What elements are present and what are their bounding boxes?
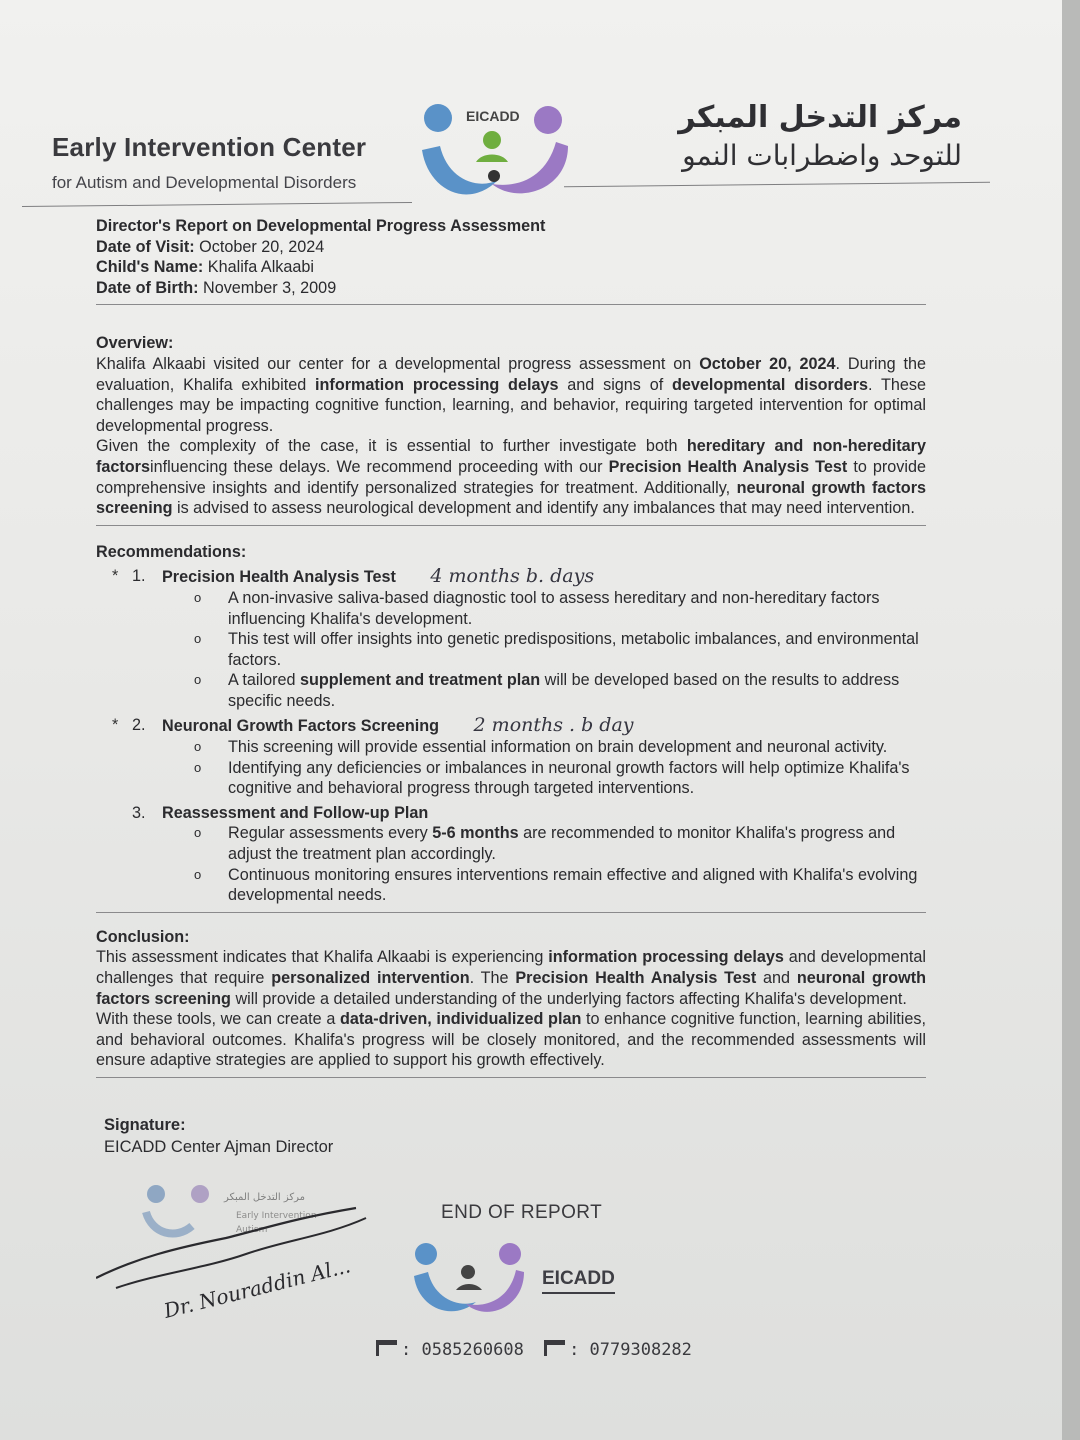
conclusion-text: . The (469, 969, 516, 987)
recommendations-heading: Recommendations: (96, 542, 247, 561)
bullet-text: are recommended to monitor Khalifa's progress and adjust the treatment plan accordingly. (228, 824, 896, 864)
recommendation-item (96, 566, 926, 711)
visit-label: Date of Visit: (96, 237, 195, 256)
handwritten-note: 2 months . b day (473, 714, 634, 737)
phone-icon (544, 1340, 565, 1356)
bullet-text: Identifying any deficiencies or imbalances in neuronal growth factors will help optimize Khalifa's cognitive and behavioral progress through targeted interventions. (228, 758, 910, 798)
overview-text: . During the evaluation, Khalifa exhibited (96, 354, 926, 394)
bullet-bold: 5-6 months (432, 824, 519, 843)
conclusion-bold: neuronal growth factors screening (96, 969, 926, 1008)
child-name: Khalifa Alkaabi (207, 258, 314, 277)
page-edge-shadow (1062, 0, 1080, 1440)
overview-text: . These challenges may be impacting cognitive function, learning, and behavior, requiring targeted intervention for optimal developmental progress. (96, 375, 926, 435)
dob-label: Date of Birth: (96, 278, 199, 297)
overview-text: Khalifa Alkaabi visited our center for a developmental progress assessment on (96, 354, 700, 373)
handwritten-asterisk: * (112, 567, 119, 586)
bullet-text: Continuous monitoring ensures interventions remain effective and aligned with Khalifa's evolving developmental needs. (228, 865, 918, 905)
header-arabic (678, 100, 962, 172)
report-title: Director's Report on Developmental Progress Assessment (96, 217, 546, 235)
logo-brand-text: EICADD (542, 1268, 615, 1294)
report-meta (96, 216, 926, 298)
overview-text: is advised to assess neurological development and identify any imbalances that may need intervention. (172, 499, 915, 518)
contact-phones (376, 1340, 702, 1360)
conclusion-text: and (756, 969, 797, 987)
conclusion-bold: data-driven, individualized plan (339, 1010, 582, 1029)
handwritten-signature-stamp (96, 1178, 386, 1328)
handwritten-asterisk: * (112, 716, 119, 735)
phone-number-2: : 0779308282 (569, 1340, 692, 1360)
bullet-text: will be developed based on the results to address specific needs. (228, 671, 900, 710)
header-english (52, 132, 366, 193)
conclusion-text: With these tools, we can create a (96, 1010, 340, 1029)
overview-text: to provide comprehensive insights and identify personalized strategies for treatment. Additionally, (96, 457, 926, 497)
conclusion-text: will provide a detailed understanding of the underlying factors affecting Khalifa's development. (230, 989, 907, 1008)
conclusion-paragraph-2 (96, 1009, 926, 1071)
overview-bold: developmental disorders (672, 375, 868, 394)
org-name-ar-line1: مركز التدخل المبكر (678, 100, 962, 135)
conclusion-bold: information processing delays (548, 948, 784, 967)
overview-text: influencing these delays. We recommend proceeding with our (149, 457, 609, 476)
eicadd-logo-top (418, 100, 578, 210)
recommendation-title: Neuronal Growth Factors Screening (162, 717, 440, 736)
recommendation-number: 3. (132, 803, 146, 822)
recommendation-title: Precision Health Analysis Test (162, 568, 396, 587)
bullet-text: Regular assessments every (228, 824, 433, 843)
recommendation-number: 2. (132, 716, 146, 735)
bullet-item: o Continuous monitoring ensures interventions remain effective and aligned with Khalifa's evolving developmental needs. (194, 865, 918, 905)
conclusion-text: and developmental challenges that require (96, 948, 927, 987)
eicadd-logo-icon (412, 1236, 542, 1326)
report-body (96, 216, 926, 1084)
bullet-item: o This screening will provide essential information on brain development and neuronal activity. (194, 738, 888, 757)
end-of-report-label: END OF REPORT (441, 1202, 603, 1223)
svg-text:مركز التدخل المبكر: مركز التدخل المبكر (224, 1192, 306, 1203)
recommendation-bullets (162, 588, 926, 712)
bullet-bold: supplement and treatment plan (300, 671, 541, 690)
bullet-item: o A non-invasive saliva-based diagnostic tool to assess hereditary and non-hereditary factors influencing Khalifa's development. (194, 588, 880, 628)
overview-text: and signs of (558, 375, 673, 394)
recommendation-title: Reassessment and Follow-up Plan (162, 803, 429, 822)
dob-value: November 3, 2009 (203, 278, 337, 297)
divider (96, 525, 926, 526)
bullet-text: This test will offer insights into genetic predispositions, metabolic imbalances, and environmental factors. (228, 630, 919, 669)
org-name-ar-line2: للتوحد واضطرابات النمو (682, 139, 962, 172)
child-label: Child's Name: (96, 258, 204, 277)
overview-bold: Precision Health Analysis Test (608, 457, 848, 476)
recommendation-item (96, 803, 926, 906)
conclusion-text: This assessment indicates that Khalifa Alkaabi is experiencing (96, 948, 549, 967)
signature-handwriting: Dr. Nouraddin Al... (161, 1253, 353, 1323)
eicadd-logo-bottom (412, 1236, 642, 1326)
handwritten-note: 4 months b. days (430, 565, 595, 588)
overview-text: Given the complexity of the case, it is essential to further investigate both (96, 437, 687, 456)
overview-bold: neuronal growth factors screening (96, 478, 926, 518)
phone-icon (376, 1340, 397, 1356)
divider (96, 912, 926, 913)
divider (96, 304, 926, 305)
overview-bold: information processing delays (315, 375, 559, 394)
divider (96, 1077, 926, 1078)
conclusion-paragraph-1 (96, 947, 926, 1009)
recommendation-bullets (162, 823, 926, 905)
recommendation-bullets (162, 737, 926, 799)
overview-bold: hereditary and non-hereditary factors (96, 437, 926, 476)
conclusion-text: to enhance cognitive function, learning abilities, and behavioral outcomes. Khalifa's progress will be closely monitored, and the recommended assessments will ensure adaptive strategies are applied to support his growth effectively. (96, 1010, 926, 1070)
conclusion-heading: Conclusion: (96, 927, 190, 946)
recommendations-list (96, 566, 926, 906)
overview-paragraph-1 (96, 354, 926, 436)
bullet-item: o This test will offer insights into genetic predispositions, metabolic imbalances, and environmental factors. (194, 630, 919, 669)
recommendation-item (96, 715, 926, 798)
bullet-item: o A tailored supplement and treatment plan will be developed based on the results to address specific needs. (194, 671, 900, 710)
svg-text:Autism: Autism (236, 1225, 268, 1235)
bullet-text: This screening will provide essential information on brain development and neuronal activity. (228, 738, 888, 757)
conclusion-bold: Precision Health Analysis Test (515, 969, 757, 987)
bullet-text: A non-invasive saliva-based diagnostic tool to assess hereditary and non-hereditary factors influencing Khalifa's development. (228, 588, 880, 628)
bullet-item: o Regular assessments every 5-6 months are recommended to monitor Khalifa's progress and adjust the treatment plan accordingly. (194, 824, 896, 864)
signature-label: Signature: (104, 1116, 186, 1134)
overview-date-bold: October 20, 2024 (699, 354, 836, 373)
svg-text:Early Intervention: Early Intervention (236, 1211, 317, 1221)
signature-block (104, 1114, 333, 1158)
logo-brand-text: EICADD (466, 108, 520, 124)
signature-name: EICADD Center Ajman Director (104, 1138, 334, 1156)
bullet-text: A tailored (228, 671, 300, 690)
overview-heading: Overview: (96, 334, 174, 353)
org-subtitle-en: for Autism and Developmental Disorders (52, 173, 357, 192)
phone-number-1: : 0585260608 (401, 1340, 524, 1360)
bullet-item: o Identifying any deficiencies or imbalances in neuronal growth factors will help optimize Khalifa's cognitive and behavioral progress through targeted interventions. (194, 758, 910, 798)
org-name-en: Early Intervention Center (52, 132, 367, 162)
overview-paragraph-2 (96, 436, 926, 518)
conclusion-bold: personalized intervention (271, 969, 470, 987)
recommendation-number: 1. (132, 567, 146, 586)
visit-date: October 20, 2024 (199, 237, 325, 256)
